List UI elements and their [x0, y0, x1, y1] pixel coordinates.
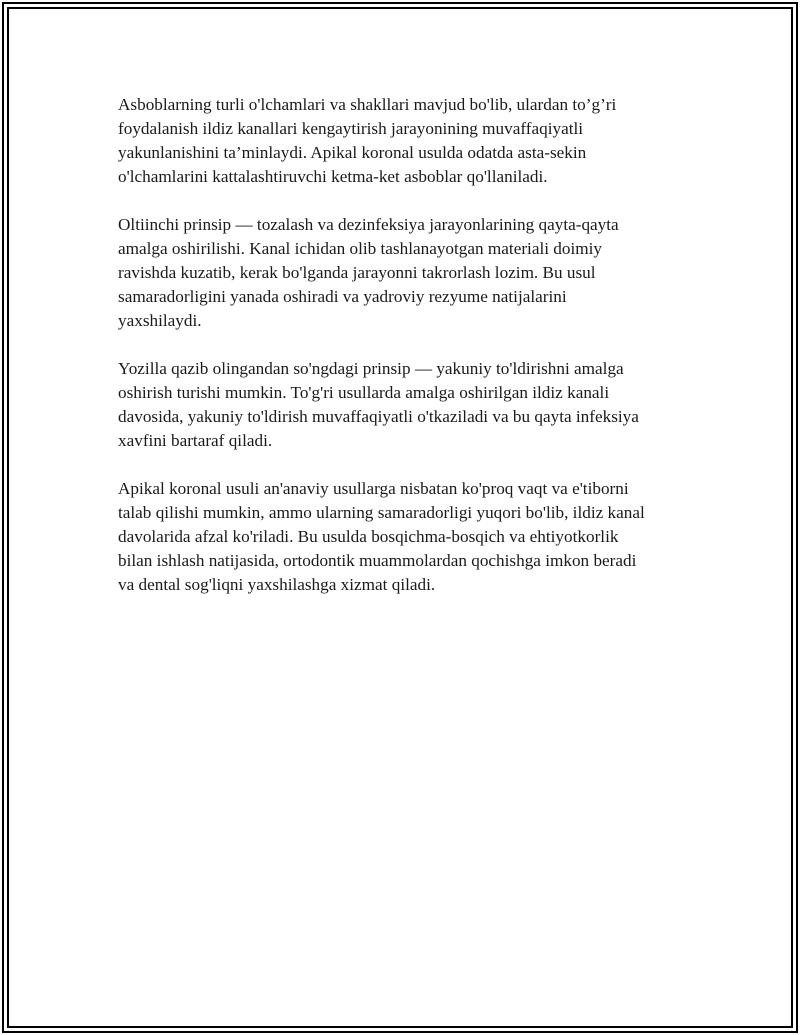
text-line: yakunlanishini ta’minlaydi. Apikal koronal usulda odatda asta-sekin — [118, 143, 587, 162]
paragraph-3 — [118, 357, 698, 453]
document-body — [118, 93, 698, 621]
paragraph-2 — [118, 213, 698, 333]
text-line: amalga oshirilishi. Kanal ichidan olib tashlanayotgan materiali doimiy — [118, 239, 602, 258]
text-line: Yozilla qazib olingandan so'ngdagi prinsip — yakuniy to'ldirishni amalga — [118, 359, 624, 378]
paragraph-1 — [118, 93, 698, 189]
text-line: Oltiinchi prinsip — tozalash va dezinfeksiya jarayonlarining qayta-qayta — [118, 215, 619, 234]
text-line: davosida, yakuniy to'ldirish muvaffaqiyatli o'tkaziladi va bu qayta infeksiya — [118, 407, 639, 426]
paragraph-4 — [118, 477, 698, 597]
text-line: samaradorligini yanada oshiradi va yadroviy rezyume natijalarini — [118, 287, 567, 306]
text-line: bilan ishlash natijasida, ortodontik muammolardan qochishga imkon beradi — [118, 551, 637, 570]
text-line: oshirish turishi mumkin. To'g'ri usullarda amalga oshirilgan ildiz kanali — [118, 383, 610, 402]
text-line: Apikal koronal usuli an'anaviy usullarga nisbatan ko'proq vaqt va e'tiborni — [118, 479, 629, 498]
text-line: Asboblarning turli o'lchamlari va shakllari mavjud bo'lib, ulardan to’g’ri — [118, 95, 617, 114]
text-line: xavfini bartaraf qiladi. — [118, 431, 273, 450]
text-line: talab qilishi mumkin, ammo ularning samaradorligi yuqori bo'lib, ildiz kanal — [118, 503, 645, 522]
text-line: yaxshilaydi. — [118, 311, 202, 330]
text-line: davolarida afzal ko'riladi. Bu usulda bosqichma-bosqich va ehtiyotkorlik — [118, 527, 619, 546]
text-line: o'lchamlarini kattalashtiruvchi ketma-ket asboblar qo'llaniladi. — [118, 167, 548, 186]
text-line: foydalanish ildiz kanallari kengaytirish jarayonining muvaffaqiyatli — [118, 119, 584, 138]
text-line: va dental sog'liqni yaxshilashga xizmat qiladi. — [118, 575, 436, 594]
text-line: ravishda kuzatib, kerak bo'lganda jarayonni takrorlash lozim. Bu usul — [118, 263, 596, 282]
